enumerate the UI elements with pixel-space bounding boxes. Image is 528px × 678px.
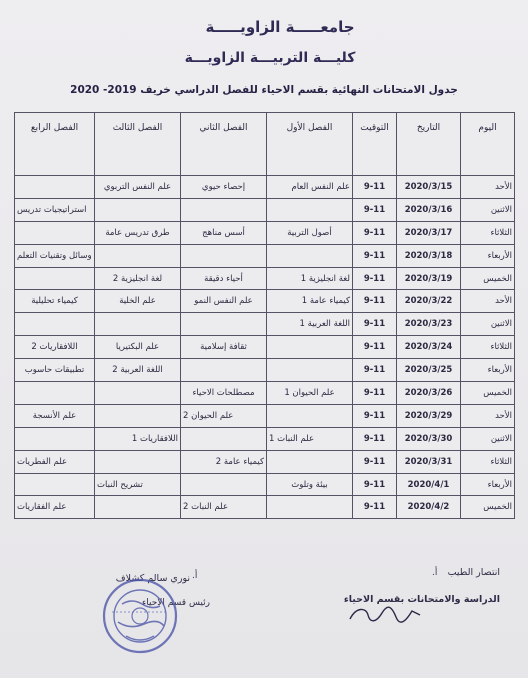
cell-day: الأحد (461, 404, 515, 427)
cell-semester-4 (15, 176, 95, 199)
table-row (15, 290, 515, 313)
cell-time: 9-11 (353, 176, 397, 199)
cell-semester-4: علم الفطريات (15, 450, 95, 473)
col-header-semester-1: الفصل الأول (267, 113, 353, 176)
cell-day: الاثنين (461, 198, 515, 221)
cell-semester-4: علم الأنسجة (15, 404, 95, 427)
document-title: جدول الامتحانات النهائية بقسم الاحياء للفصل الدراسي خريف 2019- 2020 (70, 84, 458, 96)
exam-schedule-table (14, 112, 515, 519)
cell-semester-1: علم النبات 1 (267, 427, 353, 450)
cell-semester-4: كيمياء تحليلية (15, 290, 95, 313)
cell-semester-4: علم الفقاريات (15, 496, 95, 519)
cell-semester-4 (15, 313, 95, 336)
signatory-title-left: رئيس قسم الاحياء (142, 598, 210, 608)
cell-semester-1: كيمياء عامة 1 (267, 290, 353, 313)
cell-semester-1 (267, 336, 353, 359)
cell-semester-1: علم الحيوان 1 (267, 382, 353, 405)
cell-semester-3: علم البكتيريا (95, 336, 181, 359)
college-name: كليـــة التربيـــة الزاويـــة (184, 50, 356, 66)
cell-date: 2020/3/24 (397, 336, 461, 359)
cell-time: 9-11 (353, 267, 397, 290)
cell-time: 9-11 (353, 313, 397, 336)
cell-semester-4 (15, 267, 95, 290)
cell-semester-2 (181, 244, 267, 267)
cell-date: 2020/3/16 (397, 198, 461, 221)
table-row (15, 473, 515, 496)
cell-time: 9-11 (353, 496, 397, 519)
cell-semester-4: استراتيجيات تدريس (15, 198, 95, 221)
cell-time: 9-11 (353, 404, 397, 427)
cell-semester-3: تشريح النبات (95, 473, 181, 496)
cell-date: 2020/3/29 (397, 404, 461, 427)
cell-semester-3 (95, 496, 181, 519)
cell-date: 2020/3/22 (397, 290, 461, 313)
cell-date: 2020/3/25 (397, 359, 461, 382)
cell-time: 9-11 (353, 290, 397, 313)
signature-mark-left: أ. (192, 571, 198, 581)
table-row (15, 244, 515, 267)
table-row (15, 359, 515, 382)
cell-semester-1: لغة انجليزية 1 (267, 267, 353, 290)
cell-semester-1: أصول التربية (267, 221, 353, 244)
cell-semester-1 (267, 198, 353, 221)
cell-semester-2 (181, 427, 267, 450)
col-header-semester-3: الفصل الثالث (95, 113, 181, 176)
cell-semester-4 (15, 221, 95, 244)
cell-semester-3: علم النفس التربوي (95, 176, 181, 199)
table-row (15, 450, 515, 473)
table-row (15, 382, 515, 405)
table-row (15, 496, 515, 519)
university-name: جامعـــــة الزاويـــــة (205, 18, 355, 36)
cell-semester-4 (15, 382, 95, 405)
signatory-name-left: نوري سالم كشلاف (115, 573, 190, 584)
cell-day: الأحد (461, 176, 515, 199)
table-row (15, 336, 515, 359)
cell-semester-3: لغة انجليزية 2 (95, 267, 181, 290)
cell-time: 9-11 (353, 198, 397, 221)
cell-semester-2 (181, 359, 267, 382)
cell-time: 9-11 (353, 244, 397, 267)
cell-date: 2020/4/2 (397, 496, 461, 519)
table-header-row (15, 113, 515, 176)
cell-time: 9-11 (353, 336, 397, 359)
cell-semester-2 (181, 473, 267, 496)
official-stamp (92, 574, 188, 656)
cell-semester-4: اللافقاريات 2 (15, 336, 95, 359)
handwritten-signature (346, 603, 426, 627)
cell-day: الاثنين (461, 427, 515, 450)
cell-day: الخميس (461, 267, 515, 290)
cell-semester-1 (267, 450, 353, 473)
cell-semester-2: أحياء دقيقة (181, 267, 267, 290)
cell-semester-3 (95, 382, 181, 405)
cell-day: الخميس (461, 382, 515, 405)
cell-semester-3 (95, 198, 181, 221)
cell-day: الثلاثاء (461, 221, 515, 244)
cell-day: الثلاثاء (461, 336, 515, 359)
cell-day: الأربعاء (461, 244, 515, 267)
cell-day: الثلاثاء (461, 450, 515, 473)
cell-semester-1: بيئة وتلوث (267, 473, 353, 496)
cell-semester-1 (267, 496, 353, 519)
cell-semester-4 (15, 427, 95, 450)
signature-mark-right: أ. (432, 568, 438, 578)
cell-time: 9-11 (353, 427, 397, 450)
cell-date: 2020/4/1 (397, 473, 461, 496)
cell-day: الاثنين (461, 313, 515, 336)
table-row (15, 313, 515, 336)
cell-date: 2020/3/17 (397, 221, 461, 244)
cell-semester-2: كيمياء عامة 2 (181, 450, 267, 473)
signatory-title-right: الدراسة والامتحانات بقسم الاحياء (343, 594, 500, 605)
cell-semester-3 (95, 313, 181, 336)
cell-semester-2: إحصاء حيوي (181, 176, 267, 199)
cell-semester-4: تطبيقات حاسوب (15, 359, 95, 382)
cell-semester-2: علم النبات 2 (181, 496, 267, 519)
table-row (15, 176, 515, 199)
cell-date: 2020/3/31 (397, 450, 461, 473)
cell-semester-1 (267, 404, 353, 427)
col-header-semester-4: الفصل الرابع (15, 113, 95, 176)
cell-semester-3 (95, 404, 181, 427)
cell-semester-2: أسس مناهج (181, 221, 267, 244)
signatory-name-right: انتصار الطيب (447, 567, 500, 578)
cell-semester-3: طرق تدريس عامة (95, 221, 181, 244)
cell-date: 2020/3/15 (397, 176, 461, 199)
cell-semester-2: مصطلحات الاحياء (181, 382, 267, 405)
cell-date: 2020/3/30 (397, 427, 461, 450)
table-row (15, 427, 515, 450)
cell-semester-1 (267, 244, 353, 267)
cell-day: الأربعاء (461, 359, 515, 382)
table-row (15, 221, 515, 244)
cell-time: 9-11 (353, 473, 397, 496)
table-row (15, 198, 515, 221)
cell-semester-1 (267, 359, 353, 382)
cell-date: 2020/3/23 (397, 313, 461, 336)
cell-time: 9-11 (353, 382, 397, 405)
col-header-date: التاريخ (397, 113, 461, 176)
table-row (15, 267, 515, 290)
cell-semester-4: وسائل وتقنيات التعلم (15, 244, 95, 267)
cell-semester-2 (181, 313, 267, 336)
cell-semester-2 (181, 198, 267, 221)
table-row (15, 404, 515, 427)
cell-date: 2020/3/18 (397, 244, 461, 267)
col-header-day: اليوم (461, 113, 515, 176)
cell-time: 9-11 (353, 450, 397, 473)
cell-day: الأربعاء (461, 473, 515, 496)
cell-time: 9-11 (353, 221, 397, 244)
cell-semester-3: اللافقاريات 1 (95, 427, 181, 450)
cell-semester-3: اللغة العربية 2 (95, 359, 181, 382)
cell-time: 9-11 (353, 359, 397, 382)
cell-day: الخميس (461, 496, 515, 519)
cell-semester-2: علم النفس النمو (181, 290, 267, 313)
col-header-semester-2: الفصل الثاني (181, 113, 267, 176)
cell-semester-2: علم الحيوان 2 (181, 404, 267, 427)
cell-semester-2: ثقافة إسلامية (181, 336, 267, 359)
cell-semester-4 (15, 473, 95, 496)
cell-date: 2020/3/26 (397, 382, 461, 405)
cell-date: 2020/3/19 (397, 267, 461, 290)
cell-day: الأحد (461, 290, 515, 313)
col-header-time: التوقيت (353, 113, 397, 176)
cell-semester-3 (95, 244, 181, 267)
cell-semester-1: علم النفس العام (267, 176, 353, 199)
cell-semester-1: اللغة العربية 1 (267, 313, 353, 336)
cell-semester-3: علم الخلية (95, 290, 181, 313)
cell-semester-3 (95, 450, 181, 473)
